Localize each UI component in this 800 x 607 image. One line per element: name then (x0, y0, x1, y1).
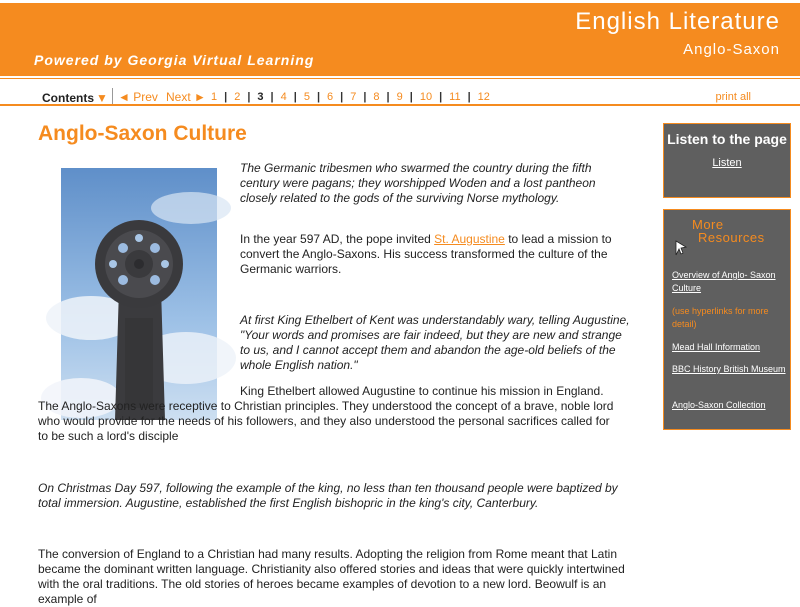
page-link-1[interactable]: 1 (211, 91, 218, 103)
conversion-paragraph: The conversion of England to a Christian had many results. Adopting the religion from Rome meant that Latin became the dominant written language. Christianity also offered stories and ideas that were quickly intertwined with the oral traditions. The old stories of heroes became examples of devotion to a new lord. Beowulf is an example of (38, 547, 625, 606)
page-number-list: 1 | 2 | 3 | 4 | 5 | 6 | 7 | 8 | 9 | 10 | 11 | 12 (211, 91, 490, 103)
st-augustine-link[interactable]: St. Augustine (434, 232, 505, 246)
page-link-8[interactable]: 8 (373, 91, 380, 103)
banner-tagline: Powered by Georgia Virtual Learning (34, 52, 315, 68)
intro-paragraph: The Germanic tribesmen who swarmed the country during the fifth century were pagans; they worshipped Woden and a lost pantheon closely related to the gods of the surviving Norse mythology. (240, 161, 596, 205)
page-link-6[interactable]: 6 (327, 91, 334, 103)
page-link-7[interactable]: 7 (350, 91, 357, 103)
celtic-cross-image (61, 168, 217, 420)
listen-title: Listen to the page (667, 131, 787, 147)
contents-menu[interactable]: Contents (42, 91, 94, 105)
next-page-link[interactable]: Next ► (166, 90, 206, 104)
print-all-link[interactable]: print all (715, 91, 751, 103)
course-title: English Literature (575, 8, 780, 35)
page-link-4[interactable]: 4 (280, 91, 287, 103)
unit-subtitle: Anglo-Saxon (683, 41, 780, 58)
resource-link-collection[interactable]: Anglo-Saxon Collection (672, 400, 766, 410)
page-link-2[interactable]: 2 (234, 91, 241, 103)
more-resources-heading: More Resources (692, 217, 765, 245)
page-title: Anglo-Saxon Culture (38, 122, 247, 145)
listen-panel (663, 123, 791, 198)
chevron-down-icon[interactable]: ▼ (96, 91, 108, 105)
resource-link-bbc-history[interactable]: BBC History British Museum (672, 364, 786, 374)
resource-link-mead-hall[interactable]: Mead Hall Information (672, 342, 761, 352)
augustine-paragraph: In the year 597 AD, the pope invited St. Augustine to lead a mission to convert the Anglo-Saxons. His success transformed the culture of the Germanic warriors. (240, 232, 612, 276)
ethelbert-quote: At first King Ethelbert of Kent was understandably wary, telling Augustine, "Your words and promises are fair indeed, but they are new and strange to us, and I cannot accept them and abandon the age-old beliefs of the whole English nation." (240, 313, 630, 372)
page-link-10[interactable]: 10 (419, 91, 433, 103)
celtic-cross-illustration (61, 168, 217, 420)
page-link-12[interactable]: 12 (477, 91, 490, 103)
page-link-9[interactable]: 9 (396, 91, 403, 103)
page-navigation (0, 78, 800, 106)
resource-hint: (use hyperlinks for more detail) (672, 306, 769, 329)
ethelbert-paragraph: King Ethelbert allowed Augustine to continue his mission in England. The Anglo-Saxons were receptive to Christian principles. They understood the concept of a brave, noble lord who would provide for the needs of his followers, and they also understood the personal sacrifices called for to be such a lord's disciple (38, 384, 614, 443)
cursor-arrow-icon (674, 237, 688, 257)
page-link-3-current: 3 (257, 91, 264, 103)
resource-link-overview[interactable]: Overview of Anglo- Saxon Culture (672, 270, 776, 293)
more-resources-panel (663, 209, 791, 430)
header-banner (0, 0, 800, 76)
christmas-paragraph: On Christmas Day 597, following the example of the king, no less than ten thousand people were baptized by total immersion. Augustine, established the first English bishopric in the king's city, Canterbury. (38, 481, 618, 510)
page-link-11[interactable]: 11 (449, 91, 461, 103)
page-link-5[interactable]: 5 (303, 91, 310, 103)
prev-page-link[interactable]: ◄ Prev (118, 90, 158, 104)
listen-link[interactable]: Listen (712, 157, 742, 169)
nav-divider (112, 88, 113, 104)
